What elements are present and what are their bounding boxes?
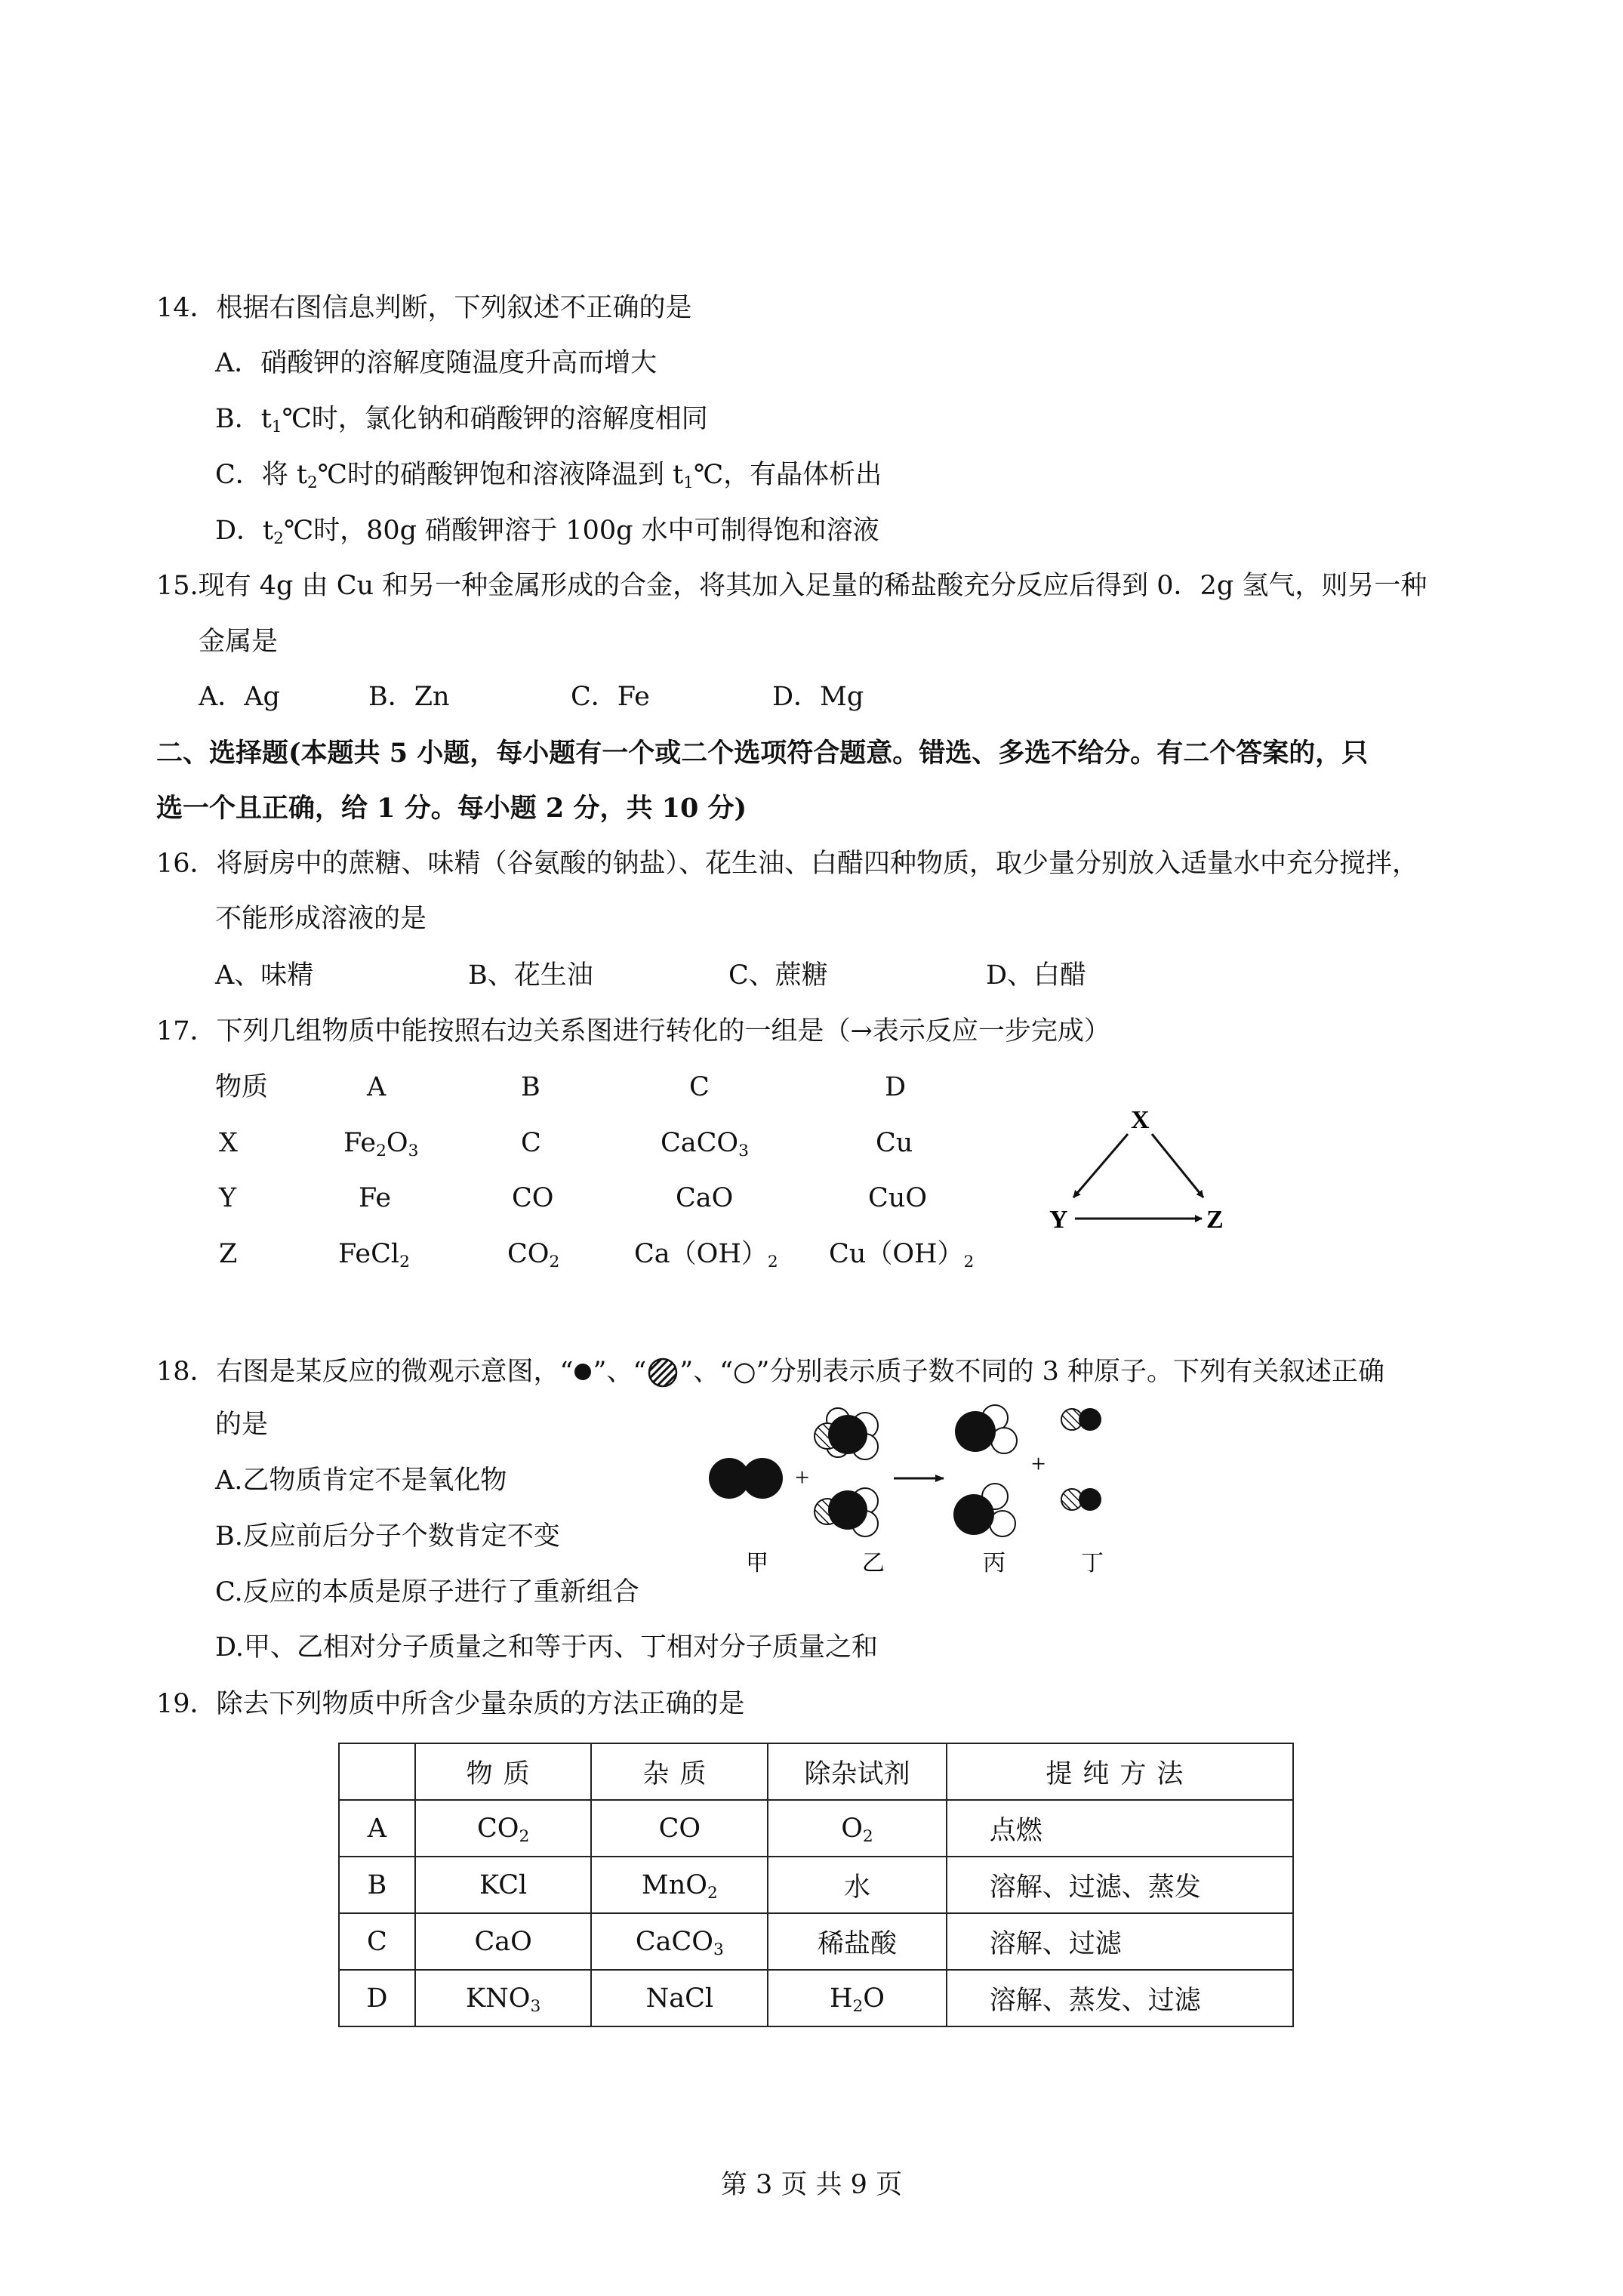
q17-row-z-label: Z bbox=[219, 1239, 238, 1269]
cell-substance: $KNO_3$ bbox=[415, 1970, 592, 2026]
table-row bbox=[339, 1857, 1293, 1913]
q18-option-a: A.乙物质肯定不是氧化物 bbox=[215, 1465, 507, 1496]
q17-header-substance: 物质 bbox=[215, 1072, 269, 1102]
cell-method: 点燃 bbox=[947, 1800, 1293, 1857]
cell-method: 溶解、蒸发、过滤 bbox=[947, 1970, 1293, 2026]
cell-method: 溶解、过滤 bbox=[947, 1913, 1293, 1970]
cell-substance: $CO_2$ bbox=[415, 1800, 592, 1857]
q17-stem: 17．下列几组物质中能按照右边关系图进行转化的一组是（→表示反应一步完成） bbox=[156, 1016, 1110, 1046]
label-yi: 乙 bbox=[862, 1550, 885, 1576]
cell-reagent: 稀盐酸 bbox=[768, 1913, 947, 1970]
row-label: B bbox=[339, 1857, 415, 1913]
label-bing: 丙 bbox=[983, 1550, 1006, 1576]
q17-row-x-d: Cu bbox=[876, 1128, 913, 1158]
section2-heading: 二、选择题(本题共 5 小题，每小题有一个或二个选项符合题意。错选、多选不给分。有二个答案的，只 bbox=[156, 738, 1369, 769]
table-row bbox=[339, 1913, 1293, 1970]
q18-reaction-diagram bbox=[702, 1389, 1155, 1586]
cell-reagent: 水 bbox=[768, 1857, 947, 1913]
q17-row-y-c: CaO bbox=[676, 1183, 734, 1213]
table-header-blank bbox=[339, 1743, 415, 1800]
q16-option-b: B、花生油 bbox=[468, 960, 593, 991]
q17-row-x-a: $Fe_2O_3$ bbox=[343, 1128, 419, 1161]
q17-row-x-b: C bbox=[521, 1128, 541, 1158]
q15-stem: 15.现有 4g 由 Cu 和另一种金属形成的合金，将其加入足量的稀盐酸充分反应后得到 0．2g 氢气，则另一种 bbox=[156, 571, 1427, 601]
hatched-atom-icon bbox=[646, 1356, 679, 1389]
q16-option-c: C、蔗糖 bbox=[728, 960, 828, 991]
q17-row-z-c: $Ca(OH)_2$ bbox=[634, 1239, 778, 1272]
q17-row-x-label: X bbox=[219, 1128, 238, 1158]
molecule-yi-2 bbox=[815, 1488, 878, 1536]
q15-option-b: B．Zn bbox=[368, 682, 450, 712]
solid-atom-icon bbox=[573, 1361, 593, 1383]
q17-row-z-b: $CO_2$ bbox=[507, 1239, 560, 1272]
table-header-method: 提纯方法 bbox=[947, 1743, 1293, 1800]
table-row bbox=[339, 1970, 1293, 2026]
molecule-bing-1 bbox=[955, 1405, 1017, 1453]
q16-option-a: A、味精 bbox=[215, 960, 314, 991]
q18-stem-cont: 的是 bbox=[215, 1410, 269, 1440]
q17-row-y-label: Y bbox=[219, 1183, 237, 1213]
page-footer: 第 3 页 共 9 页 bbox=[720, 2170, 903, 2200]
label-ding: 丁 bbox=[1081, 1550, 1104, 1576]
molecule-ding-1 bbox=[1061, 1408, 1101, 1431]
row-label: C bbox=[339, 1913, 415, 1970]
plus-sign-1: + bbox=[795, 1464, 810, 1492]
cell-reagent: $H_2O$ bbox=[768, 1970, 947, 2026]
q17-row-x-c: CaCO$_3$ bbox=[661, 1128, 749, 1161]
q17-header-b: B bbox=[521, 1072, 540, 1102]
q17-row-z-a: FeCl$_2$ bbox=[338, 1239, 410, 1272]
q17-row-y-a: Fe bbox=[359, 1183, 392, 1213]
q14-stem: 14．根据右图信息判断，下列叙述不正确的是 bbox=[156, 293, 692, 323]
diagram-label-y: Y bbox=[1049, 1206, 1068, 1234]
q17-header-c: C bbox=[689, 1072, 710, 1102]
molecule-jia bbox=[709, 1458, 783, 1499]
diagram-label-z: Z bbox=[1206, 1206, 1224, 1234]
table-header-substance: 物质 bbox=[415, 1743, 592, 1800]
cell-impurity: NaCl bbox=[591, 1970, 768, 2026]
q18-option-b: B.反应前后分子个数肯定不变 bbox=[215, 1521, 560, 1552]
q16-stem-cont: 不能形成溶液的是 bbox=[215, 904, 427, 934]
q17-row-z-d: $Cu(OH)_2$ bbox=[829, 1239, 975, 1272]
q14-option-c: C．将 $t_2℃$时的硝酸钾饱和溶液降温到 $t_1℃$，有晶体析出 bbox=[215, 460, 882, 493]
cell-impurity: CO bbox=[591, 1800, 768, 1857]
table-header-reagent: 除杂试剂 bbox=[768, 1743, 947, 1800]
q17-relationship-diagram bbox=[1042, 1102, 1238, 1253]
cell-reagent: $O_2$ bbox=[768, 1800, 947, 1857]
q14-option-d: D．$t_2℃$时，80g 硝酸钾溶于 100g 水中可制得饱和溶液 bbox=[215, 516, 879, 549]
cell-substance: CaO bbox=[415, 1913, 592, 1970]
q17-header-d: D bbox=[885, 1072, 907, 1102]
q19-stem: 19．除去下列物质中所含少量杂质的方法正确的是 bbox=[156, 1689, 745, 1719]
molecule-yi-1 bbox=[815, 1408, 878, 1459]
q19-table bbox=[338, 1743, 1294, 2027]
q14-option-a: A．硝酸钾的溶解度随温度升高而增大 bbox=[215, 348, 658, 378]
arrow-x-to-z bbox=[1152, 1134, 1203, 1197]
q18-stem: 18．右图是某反应的微观示意图，“ ”、“ ”、“○”分别表示质子数不同的 3 种原子。下列有关叙述正确 bbox=[156, 1356, 1384, 1389]
q14-option-b: B．$t_1℃$时，氯化钠和硝酸钾的溶解度相同 bbox=[215, 404, 708, 437]
q17-header-a: A bbox=[367, 1072, 387, 1102]
arrow-x-to-y bbox=[1073, 1134, 1128, 1197]
q16-stem: 16．将厨房中的蔗糖、味精（谷氨酸的钠盐）、花生油、白醋四种物质，取少量分别放入适量水中充分搅拌， bbox=[156, 849, 1419, 879]
cell-impurity: CaCO$_3$ bbox=[591, 1913, 768, 1970]
table-row bbox=[339, 1800, 1293, 1857]
q15-option-a: A．Ag bbox=[199, 682, 280, 712]
cell-method: 溶解、过滤、蒸发 bbox=[947, 1857, 1293, 1913]
row-label: A bbox=[339, 1800, 415, 1857]
table-header-impurity: 杂质 bbox=[591, 1743, 768, 1800]
q17-row-y-b: CO bbox=[512, 1183, 554, 1213]
cell-substance: KCl bbox=[415, 1857, 592, 1913]
cell-impurity: MnO$_2$ bbox=[591, 1857, 768, 1913]
molecule-bing-2 bbox=[953, 1484, 1015, 1536]
row-label: D bbox=[339, 1970, 415, 2026]
molecule-ding-2 bbox=[1061, 1488, 1101, 1511]
q15-stem-cont: 金属是 bbox=[199, 627, 279, 657]
q18-option-d: D.甲、乙相对分子质量之和等于丙、丁相对分子质量之和 bbox=[215, 1632, 878, 1663]
table-header-row bbox=[339, 1743, 1293, 1800]
q18-option-c: C.反应的本质是原子进行了重新组合 bbox=[215, 1577, 639, 1607]
section2-heading-cont: 选一个且正确，给 1 分。每小题 2 分，共 10 分) bbox=[156, 793, 747, 824]
plus-sign-2: + bbox=[1031, 1450, 1046, 1478]
q15-option-c: C．Fe bbox=[571, 682, 650, 712]
label-jia: 甲 bbox=[746, 1550, 768, 1576]
q16-option-d: D、白醋 bbox=[986, 960, 1087, 991]
q15-option-d: D．Mg bbox=[772, 682, 864, 712]
q17-row-y-d: CuO bbox=[868, 1183, 928, 1213]
diagram-label-x: X bbox=[1131, 1106, 1150, 1134]
